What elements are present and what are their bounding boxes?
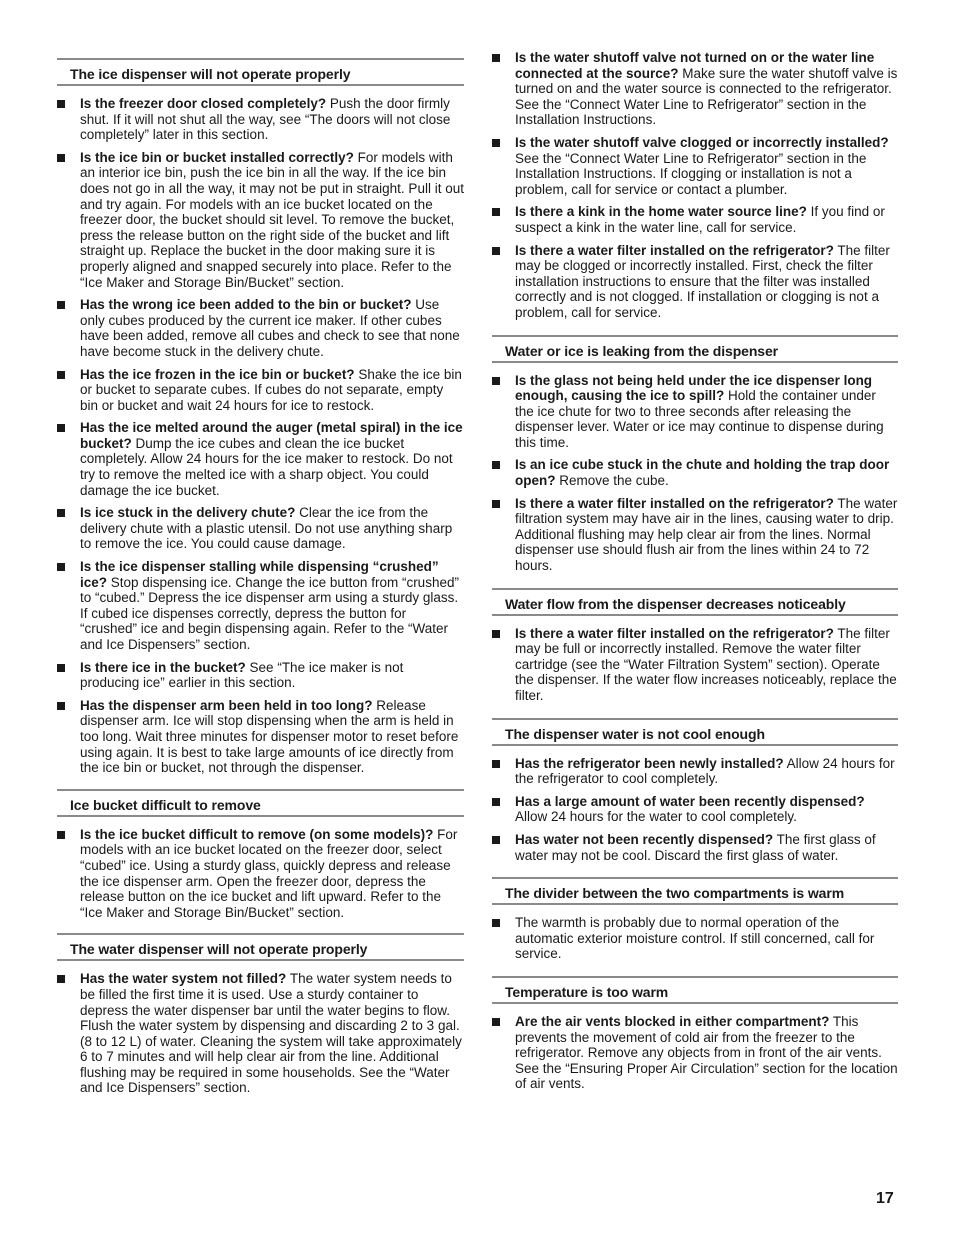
square-bullet-icon bbox=[57, 509, 65, 517]
question-text: Has the refrigerator been newly installed? bbox=[515, 755, 784, 771]
answer-text: Dump the ice cubes and clean the ice bucket completely. Allow 24 hours for the ice maker to restock. Do not try to remove the melted ice with a sharp object. You could damage the ice bucket. bbox=[80, 435, 453, 498]
question-text: Is the glass not being held under the ice dispenser long enough, causing the ice to spill? bbox=[515, 372, 873, 404]
answer-text: Use only cubes produced by the current ice maker. If other cubes have been added, remove all cubes and check to see that none have become stuck in the delivery chute. bbox=[80, 297, 460, 359]
question-text: Is there ice in the bucket? bbox=[80, 659, 246, 675]
right-column bbox=[492, 50, 898, 1099]
list-item bbox=[57, 420, 464, 498]
square-bullet-icon bbox=[492, 461, 500, 469]
answer-text: The water filtration system may have air in the lines, causing water to drip. Additional flushing may help clear air from the lines. Normal dispenser use should flush air from the lines within 24 to 72 hours. bbox=[515, 495, 898, 574]
section-heading: Temperature is too warm bbox=[492, 976, 898, 1004]
answer-text: Hold the container under the ice chute for two to three seconds after releasing the dispenser lever. Water or ice may continue to dispense during this time. bbox=[515, 388, 884, 450]
list-item bbox=[57, 971, 464, 1096]
question-text: Is an ice cube stuck in the chute and holding the trap door open? bbox=[515, 457, 890, 489]
section-heading: The ice dispenser will not operate properly bbox=[57, 58, 464, 86]
question-text: Is the ice bucket difficult to remove (on some models)? bbox=[80, 826, 434, 842]
list-item bbox=[57, 660, 464, 691]
answer-text: Release dispenser arm. Ice will stop dispensing when the arm is held in too long. Wait three minutes for dispenser motor to reset before using again. It is best to take large amounts of ice directly from the ice bin or bucket, not through the dispenser. bbox=[80, 697, 459, 776]
question-text: Is the freezer door closed completely? bbox=[80, 96, 327, 111]
section-water-dispenser-continued bbox=[492, 50, 898, 321]
list-item bbox=[57, 698, 464, 776]
question-text: Is the ice dispenser stalling while dispensing “crushed” ice? bbox=[80, 559, 439, 590]
question-text: Is the water shutoff valve clogged or incorrectly installed? bbox=[515, 134, 889, 150]
question-text: Are the air vents blocked in either compartment? bbox=[515, 1013, 830, 1029]
question-text: Is there a water filter installed on the refrigerator? bbox=[515, 625, 834, 641]
question-text: Is the ice bin or bucket installed correctly? bbox=[80, 149, 354, 165]
answer-text: The first glass of water may not be cool. Discard the first glass of water. bbox=[515, 831, 876, 863]
list-item bbox=[492, 243, 898, 321]
list-item bbox=[57, 297, 464, 359]
section-heading: The water dispenser will not operate properly bbox=[57, 933, 464, 961]
section-ice-bucket-difficult bbox=[57, 789, 464, 921]
answer-text: Clear the ice from the delivery chute with a plastic utensil. Do not use anything sharp to remove the ice. You could cause damage. bbox=[80, 505, 453, 552]
list-item bbox=[492, 915, 898, 962]
answer-text: If you find or suspect a kink in the water line, call for service. bbox=[515, 204, 885, 235]
answer-text: The filter may be full or incorrectly installed. Remove the water filter cartridge (see the “Water Filtration System” section). Operate the dispenser. If the water flow increases noticeably, replace the filter. bbox=[515, 625, 897, 703]
answer-text: Allow 24 hours for the refrigerator to cool completely. bbox=[515, 755, 895, 787]
answer-text: See the “Connect Water Line to Refrigerator” section in the Installation Instructions. If clogging or installation is not a problem, call for service or contact a plumber. bbox=[515, 150, 867, 197]
square-bullet-icon bbox=[492, 836, 500, 844]
section-heading: The dispenser water is not cool enough bbox=[492, 718, 898, 746]
square-bullet-icon bbox=[492, 377, 500, 385]
question-text: Has the ice frozen in the ice bin or bucket? bbox=[80, 366, 355, 382]
question-text: Has the ice melted around the auger (metal spiral) in the ice bucket? bbox=[80, 420, 463, 451]
list-item bbox=[492, 832, 898, 863]
section-divider-warm bbox=[492, 877, 898, 962]
answer-text: Shake the ice bin or bucket to separate cubes. If cubes do not separate, empty bin or bucket and wait 24 hours for ice to restock. bbox=[80, 366, 462, 413]
list-item bbox=[492, 1014, 898, 1092]
list-item bbox=[57, 559, 464, 653]
square-bullet-icon bbox=[492, 247, 500, 255]
left-column bbox=[57, 58, 464, 1103]
section-water-dispenser-not-operating bbox=[57, 933, 464, 1096]
square-bullet-icon bbox=[492, 919, 500, 927]
square-bullet-icon bbox=[492, 1018, 500, 1026]
question-text: Has the dispenser arm been held in too long? bbox=[80, 697, 373, 713]
list-item bbox=[57, 367, 464, 414]
answer-text: For models with an interior ice bin, push the ice bin in all the way. If the ice bin does not go in all the way, it may not be put in straight. Pull it out and try again. For models with an ice bucket located on the freezer door, the bucket should sit level. To remove the bucket, press the release button on the right side of the bucket and lift straight up. Replace the bucket in the door making sure it is properly aligned and snapped securely into place. Refer to the “Ice Maker and Storage Bin/Bucket” section. bbox=[80, 149, 464, 290]
section-leaking-from-dispenser bbox=[492, 335, 898, 574]
section-heading: Water or ice is leaking from the dispenser bbox=[492, 335, 898, 363]
question-text: Has the water system not filled? bbox=[80, 971, 287, 987]
square-bullet-icon bbox=[492, 54, 500, 62]
square-bullet-icon bbox=[492, 139, 500, 147]
square-bullet-icon bbox=[492, 760, 500, 768]
square-bullet-icon bbox=[57, 702, 65, 710]
answer-text: Make sure the water shutoff valve is turned on and the water source is connected to the refrigerator. See the “Connect Water Line to Refrigerator” section in the Installation Instructions. bbox=[515, 65, 898, 128]
answer-text: See “The ice maker is not producing ice” earlier in this section. bbox=[80, 659, 404, 691]
square-bullet-icon bbox=[57, 100, 65, 108]
square-bullet-icon bbox=[492, 208, 500, 216]
square-bullet-icon bbox=[57, 664, 65, 672]
answer-text: The filter may be clogged or incorrectly installed. First, check the filter installation instructions to ensure that the filter was installed correctly and is not clogged. If installation or clogging is not a problem, call for service. bbox=[515, 242, 890, 320]
section-heading: The divider between the two compartments is warm bbox=[492, 877, 898, 905]
list-item bbox=[57, 827, 464, 921]
question-text: Is ice stuck in the delivery chute? bbox=[80, 505, 296, 521]
list-item bbox=[492, 496, 898, 574]
list-item bbox=[492, 135, 898, 197]
list-item bbox=[492, 457, 898, 488]
list-item bbox=[492, 794, 898, 825]
square-bullet-icon bbox=[492, 798, 500, 806]
section-ice-dispenser-not-operating bbox=[57, 58, 464, 776]
section-heading: Ice bucket difficult to remove bbox=[57, 789, 464, 817]
question-text: Has a large amount of water been recently dispensed? bbox=[515, 793, 865, 809]
square-bullet-icon bbox=[492, 630, 500, 638]
list-item bbox=[57, 96, 464, 143]
question-text: Is there a water filter installed on the refrigerator? bbox=[515, 495, 834, 511]
square-bullet-icon bbox=[492, 500, 500, 508]
list-item bbox=[492, 50, 898, 128]
answer-text: For models with an ice bucket located on the freezer door, select “cubed” ice. Using a sturdy glass, quickly depress and release the ice dispenser arm. Open the freezer door, depress the release button on the ice bucket and lift upward. Refer to the “Ice Maker and Storage Bin/Bucket” section. bbox=[80, 826, 458, 920]
question-text: Is there a kink in the home water source line? bbox=[515, 204, 807, 220]
section-water-not-cool bbox=[492, 718, 898, 864]
square-bullet-icon bbox=[57, 831, 65, 839]
answer-text: Remove the cube. bbox=[555, 473, 669, 489]
list-item bbox=[492, 626, 898, 704]
list-item bbox=[492, 756, 898, 787]
section-heading: Water flow from the dispenser decreases noticeably bbox=[492, 588, 898, 616]
list-item bbox=[57, 150, 464, 290]
square-bullet-icon bbox=[57, 301, 65, 309]
question-text: Is there a water filter installed on the refrigerator? bbox=[515, 242, 834, 258]
answer-text: The water system needs to be filled the first time it is used. Use a sturdy container to depress the water dispenser bar until the water begins to flow. Flush the water system by dispensing and discarding 2 to 3 gal. (8 to 12 L) of water. Cleaning the system will take approximately 6 to 7 minutes and will help clear air from the line. Additional flushing may be required in some households. See the “Water and Ice Dispensers” section. bbox=[80, 971, 462, 1096]
square-bullet-icon bbox=[57, 975, 65, 983]
answer-text: Push the door firmly shut. If it will not shut all the way, see “The doors will not close completely” later in this section. bbox=[80, 96, 451, 143]
square-bullet-icon bbox=[57, 154, 65, 162]
answer-text: Stop dispensing ice. Change the ice button from “crushed” to “cubed.” Depress the ice dispenser arm using a sturdy glass. If cubed ice dispenses correctly, depress the button for “crushed” ice and begin dispensing again. Refer to the “Water and Ice Dispensers” section. bbox=[80, 574, 459, 652]
question-text: Has the wrong ice been added to the bin or bucket? bbox=[80, 297, 412, 313]
section-temperature-too-warm bbox=[492, 976, 898, 1092]
question-text: Has water not been recently dispensed? bbox=[515, 831, 774, 847]
square-bullet-icon bbox=[57, 563, 65, 571]
section-water-flow-decreases bbox=[492, 588, 898, 704]
question-text: Is the water shutoff valve not turned on or the water line connected at the source? bbox=[515, 50, 875, 81]
list-item bbox=[492, 373, 898, 451]
answer-text: Allow 24 hours for the water to cool completely. bbox=[515, 809, 797, 825]
answer-text: The warmth is probably due to normal operation of the automatic exterior moisture control. If still concerned, call for service. bbox=[515, 915, 875, 962]
list-item bbox=[492, 204, 898, 235]
list-item bbox=[57, 505, 464, 552]
page-number: 17 bbox=[876, 1190, 894, 1207]
square-bullet-icon bbox=[57, 371, 65, 379]
answer-text: This prevents the movement of cold air from the freezer to the refrigerator. Remove any objects from in front of the air vents. See the “Ensuring Proper Air Circulation” section for the location of air vents. bbox=[515, 1013, 898, 1092]
square-bullet-icon bbox=[57, 424, 65, 432]
